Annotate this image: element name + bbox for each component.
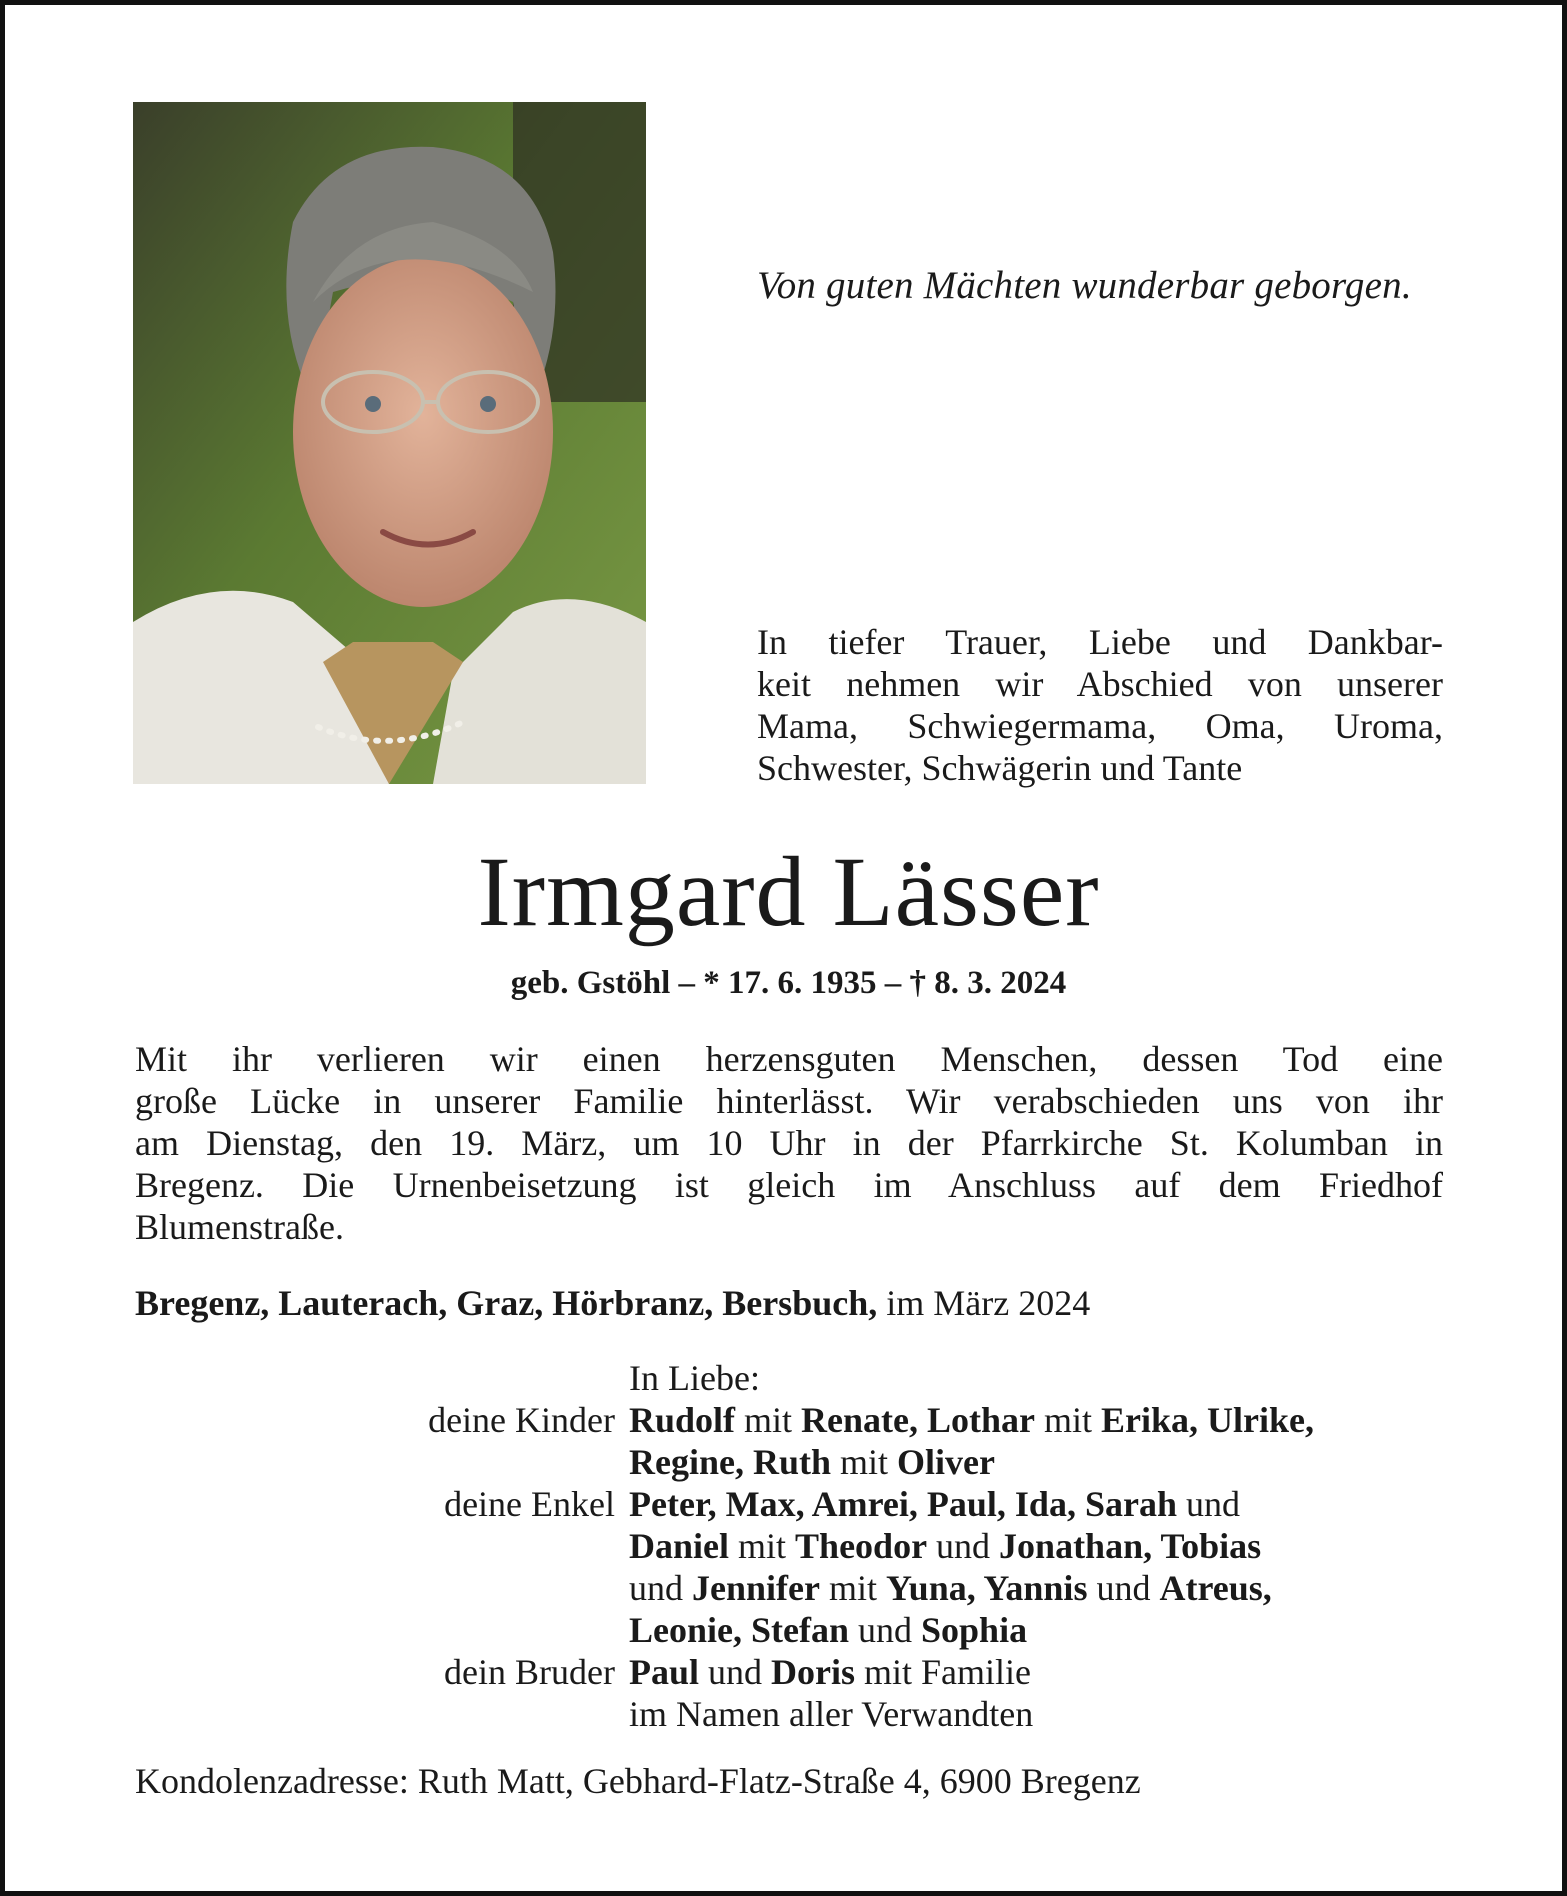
family-names	[629, 1483, 1445, 1525]
family-row	[135, 1399, 1445, 1441]
connector-text: und	[1176, 1484, 1240, 1524]
relative-name: Atreus,	[1159, 1568, 1272, 1608]
family-row	[135, 1525, 1445, 1567]
deceased-name: Irmgard Lässer	[477, 836, 1100, 947]
body-line: Bregenz. Die Urnenbeisetzung ist gleich im Anschluss auf dem Friedhof	[135, 1165, 1443, 1205]
intro-text	[757, 621, 1443, 789]
in-liebe: In Liebe:	[629, 1358, 760, 1398]
relative-name: Jennifer	[692, 1568, 820, 1608]
family-names	[629, 1399, 1445, 1441]
connector-text: und	[629, 1568, 692, 1608]
family-role: deine Enkel	[444, 1484, 615, 1524]
relative-name: Theodor	[795, 1526, 928, 1566]
family-names	[629, 1609, 1445, 1651]
connector-text: mit	[735, 1400, 802, 1440]
family-names	[629, 1441, 1445, 1483]
relative-name: Yuna, Yannis	[885, 1568, 1088, 1608]
connector-text: mit	[831, 1442, 898, 1482]
family-role: deine Kinder	[428, 1400, 615, 1440]
places-and-date	[135, 1282, 1090, 1324]
portrait-photo	[133, 102, 646, 784]
body-line: Mit ihr verlieren wir einen herzensguten Menschen, dessen Tod eine	[135, 1039, 1443, 1079]
month-year: im März 2024	[886, 1283, 1091, 1323]
relative-name: Sophia	[921, 1610, 1028, 1650]
family-role: dein Bruder	[444, 1652, 615, 1692]
relative-name: Renate, Lothar	[801, 1400, 1036, 1440]
body-line: große Lücke in unserer Familie hinterlässt. Wir verabschieden uns von ihr	[135, 1081, 1443, 1121]
relative-name: Paul	[629, 1652, 700, 1692]
body-line: Blumenstraße.	[135, 1207, 344, 1247]
family-row	[135, 1567, 1445, 1609]
relative-name: Peter, Max, Amrei, Paul, Ida, Sarah	[629, 1484, 1177, 1524]
body-line: am Dienstag, den 19. März, um 10 Uhr in der Pfarrkirche St. Kolumban in	[135, 1123, 1443, 1163]
relative-name: Doris	[771, 1652, 856, 1692]
relative-name: Daniel	[629, 1526, 730, 1566]
portrait-illustration	[133, 102, 646, 784]
connector-text: und	[1087, 1568, 1160, 1608]
family-role	[135, 1567, 629, 1609]
family-role	[135, 1525, 629, 1567]
intro-line: keit nehmen wir Abschied von unserer	[757, 664, 1443, 704]
connector-text: und	[849, 1610, 921, 1650]
family-list	[135, 1357, 1445, 1735]
family-role	[135, 1441, 629, 1483]
motto-quote: Von guten Mächten wunderbar geborgen.	[757, 264, 1412, 307]
closing-line: im Namen aller Verwandten	[629, 1694, 1034, 1734]
family-row	[135, 1357, 1445, 1399]
intro-line: In tiefer Trauer, Liebe und Dankbar-	[757, 622, 1443, 662]
relative-name: Leonie, Stefan	[629, 1610, 849, 1650]
connector-text: mit	[729, 1526, 796, 1566]
relative-name: Oliver	[897, 1442, 995, 1482]
life-dates: geb. Gstöhl – * 17. 6. 1935 – † 8. 3. 2024	[510, 965, 1067, 1001]
announcement-text	[135, 1038, 1443, 1248]
connector-text: und	[699, 1652, 772, 1692]
relative-name: Regine, Ruth	[629, 1442, 832, 1482]
relative-name: Erika, Ulrike,	[1101, 1400, 1315, 1440]
intro-line: Schwester, Schwägerin und Tante	[757, 748, 1243, 788]
relative-name: Rudolf	[629, 1400, 736, 1440]
family-role	[135, 1609, 629, 1651]
relative-name: Jonathan, Tobias	[999, 1526, 1262, 1566]
connector-text: mit	[819, 1568, 886, 1608]
family-names	[629, 1651, 1445, 1693]
connector-text: und	[927, 1526, 1000, 1566]
condolence-address: Kondolenzadresse: Ruth Matt, Gebhard-Flatz-Straße 4, 6900 Bregenz	[135, 1761, 1141, 1801]
family-names	[629, 1567, 1445, 1609]
family-row	[135, 1483, 1445, 1525]
places-list: Bregenz, Lauterach, Graz, Hörbranz, Bersbuch,	[135, 1283, 878, 1323]
family-row	[135, 1441, 1445, 1483]
family-names	[629, 1525, 1445, 1567]
connector-text: mit Familie	[855, 1652, 1032, 1692]
connector-text: mit	[1035, 1400, 1102, 1440]
family-row	[135, 1651, 1445, 1693]
family-row	[135, 1693, 1445, 1735]
intro-line: Mama, Schwiegermama, Oma, Uroma,	[757, 706, 1443, 746]
family-row	[135, 1609, 1445, 1651]
